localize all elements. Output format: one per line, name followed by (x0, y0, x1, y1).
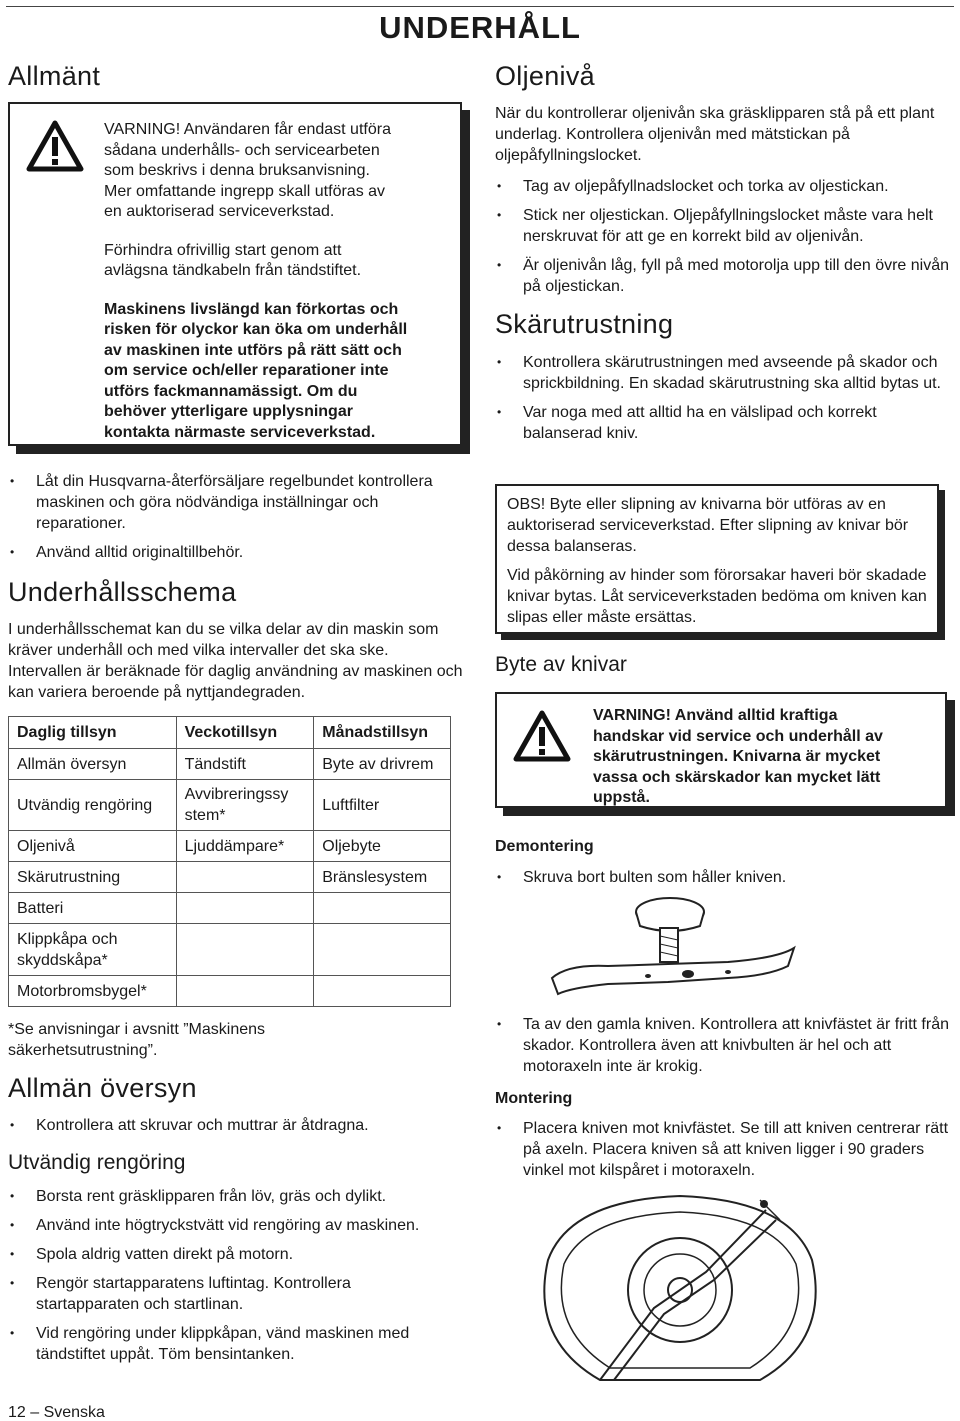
page-title: UNDERHÅLL (379, 10, 581, 45)
heading-underhallsschema: Underhållsschema (8, 577, 237, 607)
table-cell: Batteri (9, 893, 177, 924)
table-cell: Ljuddämpare* (176, 831, 314, 862)
obs-note-text: OBS! Byte eller slipning av knivarna bör utföras av en auktoriserad serviceverkstad. Efter slipning av knivar bör dessa balanseras. (507, 496, 909, 555)
warning-line: Förhindra ofrivillig start genom att (104, 241, 342, 259)
table-row (9, 780, 451, 831)
heading-byte-av-knivar: Byte av knivar (495, 653, 627, 676)
list-item: • Tag av oljepåfyllnadslocket och torka av oljestickan. (495, 176, 950, 197)
oversyn-bullets (8, 1115, 458, 1144)
table-cell: Byte av drivrem (314, 749, 451, 780)
heading-montering: Montering (495, 1090, 573, 1107)
warning-triangle-icon (26, 120, 84, 172)
warning-line: som beskrivs i denna bruksanvisning. (104, 162, 370, 179)
column-header: Daglig tillsyn (9, 717, 177, 749)
warning-line: Maskinens livslängd kan förkortas och (104, 300, 399, 318)
table-cell (314, 893, 451, 924)
schema-intro: I underhållsschemat kan du se vilka delar av din maskin som kräver underhåll och med vilka intervaller det ska ske. Intervallen är beräknade för daglig användning av maskinen och kan variera beroende på nyttjandegraden. (8, 621, 463, 701)
table-row (9, 862, 451, 893)
warning-line: risken för olyckor kan öka om underhåll (104, 321, 408, 338)
list-item: • Kontrollera skärutrustningen med avseende på skador och sprickbildning. En skadad skärutrustning ska alltid bytas ut. (495, 352, 950, 394)
table-row (9, 831, 451, 862)
schema-footnote: *Se anvisningar i avsnitt ”Maskinens säkerhetsutrustning”. (8, 1021, 266, 1059)
warning-line: en auktoriserad serviceverkstad. (104, 203, 335, 220)
table-row (9, 749, 451, 780)
table-cell (176, 924, 314, 976)
table-cell: Allmän översyn (9, 749, 177, 780)
warning-line: avlägsna tändkabeln från tändstiftet. (104, 262, 362, 279)
warning-box-general (8, 102, 462, 446)
table-cell: Avvibreringssy stem* (176, 780, 314, 831)
bolt-illustration (636, 898, 704, 962)
list-item: • Ta av den gamla kniven. Kontrollera att knivfästet är fritt från skador. Kontrollera även att knivbulten är hel och att motoraxeln inte är krokig. (495, 1014, 950, 1077)
list-item: • Var noga med att alltid ha en välslipad och korrekt balanserad kniv. (495, 402, 950, 444)
oljeniva-intro: När du kontrollerar oljenivån ska gräsklipparen stå på ett plant underlag. Kontrollera oljenivån med mätstickan på oljepåfyllningslocket. (495, 105, 935, 164)
warning-line: om service och/eller reparationer inte (104, 362, 389, 379)
list-item: • Kontrollera att skruvar och muttrar är åtdragna. (8, 1115, 458, 1136)
list-item: • Placera kniven mot knivfästet. Se till att kniven centrerar rätt på axeln. Placera kniven så att kniven ligger i 90 graders vinkel mot kilspåret i motoraxeln. (495, 1118, 950, 1181)
warning-text (104, 120, 454, 443)
warning-line: VARNING! Använd alltid kraftiga (593, 707, 838, 724)
warning-line: sådana underhålls- och servicearbeten (104, 141, 380, 159)
table-cell: Tändstift (176, 749, 314, 780)
warning-line: kontakta närmaste serviceverkstad. (104, 423, 376, 441)
table-cell: Oljebyte (314, 831, 451, 862)
maintenance-schedule-table (8, 716, 451, 1007)
demontering-bullets-2 (495, 1014, 950, 1085)
table-cell (176, 893, 314, 924)
oljeniva-bullets (495, 176, 950, 305)
warning-line: vassa och skärskador kan mycket lätt (593, 768, 881, 786)
list-item: • Stick ner oljestickan. Oljepåfyllningslocket måste vara helt nerskruvat för att ge en korrekt bild av oljenivån. (495, 205, 950, 247)
list-item: • Spola aldrig vatten direkt på motorn. (8, 1244, 458, 1265)
list-item: • Vid rengöring under klippkåpan, vänd maskinen med tändstiftet uppåt. Töm bensintanken. (8, 1323, 458, 1365)
warning-line: handskar vid service och underhåll av (593, 727, 883, 745)
list-item: • Använd alltid originaltillbehör. (8, 542, 448, 563)
warning-line: VARNING! Användaren får endast utföra (104, 121, 391, 138)
table-cell: Bränslesystem (314, 862, 451, 893)
list-item: • Använd inte högtryckstvätt vid rengöring av maskinen. (8, 1215, 458, 1236)
blade-and-bolt-illustration (548, 890, 798, 1006)
table-row (9, 924, 451, 976)
table-cell: Skärutrustning (9, 862, 177, 893)
warning-text (593, 706, 941, 809)
table-row (9, 893, 451, 924)
obs-note-box (495, 484, 939, 634)
table-cell (314, 924, 451, 976)
list-item: • Låt din Husqvarna-återförsäljare regelbundet kontrollera maskinen och göra nödvändiga inställningar och reparationer. (8, 471, 448, 534)
warning-line: utförs fackmannamässigt. Om du (104, 382, 358, 400)
warning-box-knivar (495, 692, 947, 808)
list-item: • Skruva bort bulten som håller kniven. (495, 867, 950, 888)
list-item: • Borsta rent gräsklipparen från löv, gräs och dylikt. (8, 1186, 458, 1207)
table-cell (176, 862, 314, 893)
table-cell (314, 976, 451, 1007)
allmant-bullets (8, 471, 448, 571)
obs-note-text: Vid påkörning av hinder som förorsakar haveri bör skadade knivar bytas. Låt serviceverkstaden bedöma om kniven kan slipas eller måste ersättas. (507, 567, 927, 626)
column-header: Veckotillsyn (176, 717, 314, 749)
heading-utvandig-rengoring: Utvändig rengöring (8, 1151, 186, 1174)
warning-line: Mer omfattande ingrepp skall utföras av (104, 182, 386, 200)
montering-bullets (495, 1118, 950, 1189)
heading-allman-oversyn: Allmän översyn (8, 1073, 197, 1103)
list-item: • Rengör startapparatens luftintag. Kontrollera startapparaten och startlinan. (8, 1273, 458, 1315)
table-row (9, 976, 451, 1007)
column-header: Månadstillsyn (314, 717, 451, 749)
table-header-row (9, 717, 451, 749)
page-number: 12 – Svenska (8, 1404, 105, 1421)
table-cell: Klippkåpa och skyddskåpa* (9, 924, 177, 976)
list-item: • Är oljenivån låg, fyll på med motorolja upp till den övre nivån på oljestickan. (495, 255, 950, 297)
table-cell (176, 976, 314, 1007)
heading-allmant: Allmänt (8, 61, 101, 91)
table-cell: Utvändig rengöring (9, 780, 177, 831)
heading-oljeniva: Oljenivå (495, 61, 595, 91)
top-rule (6, 6, 954, 7)
table-cell: Motorbromsbygel* (9, 976, 177, 1007)
warning-triangle-icon (513, 710, 571, 762)
warning-line: av maskinen inte utförs på rätt sätt och (104, 341, 402, 359)
table-cell: Luftfilter (314, 780, 451, 831)
warning-line: behöver ytterligare upplysningar (104, 403, 353, 420)
rengoring-bullets (8, 1186, 458, 1373)
skarutrustning-bullets (495, 352, 950, 452)
warning-line: skärutrustningen. Knivarna är mycket (593, 748, 881, 765)
warning-line: uppstå. (593, 789, 650, 806)
table-cell: Oljenivå (9, 831, 177, 862)
heading-demontering: Demontering (495, 838, 594, 855)
heading-skarutrustning: Skärutrustning (495, 309, 674, 339)
mower-deck-illustration (530, 1190, 830, 1390)
